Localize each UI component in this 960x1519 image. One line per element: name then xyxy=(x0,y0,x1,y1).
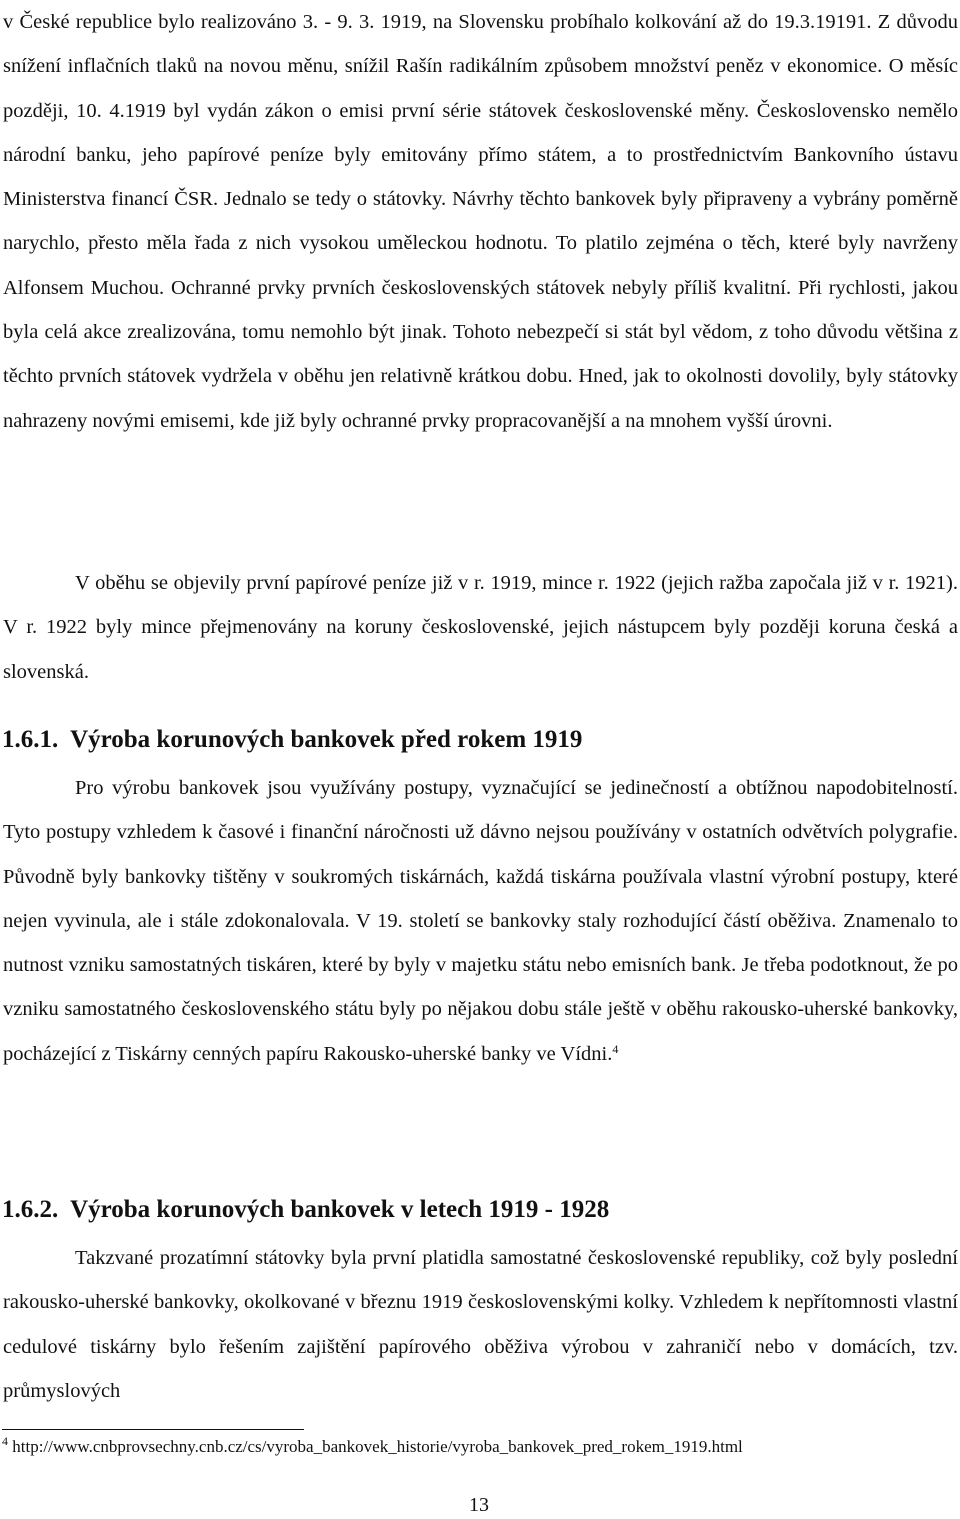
paragraph-circulation: V oběhu se objevily první papírové peníze již v r. 1919, mince r. 1922 (jejich ražba započala již v r. 1921). V r. 1922 byly mince přejmenovány na koruny československé, jejich nástupcem byly později koruna česká a slovenská. xyxy=(3,572,958,683)
paragraph-production-before-1919 xyxy=(3,766,958,1076)
section-heading-1-6-1 xyxy=(2,725,582,755)
section-title: Výroba korunových bankovek před rokem 1919 xyxy=(70,726,583,753)
section-number: 1.6.2. xyxy=(2,1196,59,1223)
section-heading-1-6-2 xyxy=(2,1195,609,1225)
paragraph-intro: v České republice bylo realizováno 3. - 9. 3. 1919, na Slovensku probíhalo kolkování až do 19.3.19191. Z důvodu snížení inflačních tlaků na novou měnu, snížil Rašín radikálním způsobem množství peněz v ekonomice. O měsíc později, 10. 4.1919 byl vydán zákon o emisi první série státovek československé měny. Československo nemělo národní banku, jeho papírové peníze byly emitovány přímo státem, a to prostřednictvím Bankovního ústavu Ministerstva financí ČSR. Jednalo se tedy o státovky. Návrhy těchto bankovek byly připraveny a vybrány poměrně narychlo, přesto měla řada z nich vysokou uměleckou hodnotu. To platilo zejména o těch, které byly navrženy Alfonsem Muchou. Ochranné prvky prvních československých státovek nebyly příliš kvalitní. Při rychlosti, jakou byla celá akce zrealizována, tomu nemohlo být jinak. Tohoto nebezpečí si stát byl vědom, z toho důvodu většina z těchto prvních státovek vydržela v oběhu jen relativně krátkou dobu. Hned, jak to okolnosti dovolily, byly státovky nahrazeny novými emisemi, kde již byly ochranné prvky propracovanější a na mnohem vyšší úrovni. xyxy=(3,11,958,432)
footnote-marker: 4 xyxy=(2,1434,8,1448)
footnote-link[interactable]: http://www.cnbprovsechny.cnb.cz/cs/vyroba_bankovek_historie/vyroba_bankovek_pred_rokem_1919.html xyxy=(12,1437,743,1456)
section-number: 1.6.1. xyxy=(2,726,59,753)
paragraph-text: Pro výrobu bankovek jsou využívány postupy, vyznačující se jedinečností a obtížnou napodobitelností. Tyto postupy vzhledem k časové i finanční náročnosti už dávno nejsou používány v ostatních odvětvích polygrafie. Původně byly bankovky tištěny v soukromých tiskárnách, každá tiskárna používala vlastní výrobní postupy, které nejen vyvinula, ale i stále zdokonalovala. V 19. století se bankovky staly rozhodující částí oběživa. Znamenalo to nutnost vzniku samostatných tiskáren, které by byly v majetku státu nebo emisních bank. Je třeba podotknout, že po vzniku samostatného československého státu byly po nějakou dobu stále ještě v oběhu rakousko-uherské bankovky, pocházející z Tiskárny cenných papíru Rakousko-uherské banky ve Vídni. xyxy=(3,777,958,1065)
section-title: Výroba korunových bankovek v letech 1919 - 1928 xyxy=(70,1196,610,1223)
footnote-reference[interactable]: 4 xyxy=(612,1041,619,1056)
paragraph-production-1919-1928: Takzvané prozatímní státovky byla první platidla samostatné československé republiky, což byly poslední rakousko-uherské bankovky, okolkované v březnu 1919 československými kolky. Vzhledem k nepřítomnosti vlastní cedulové tiskárny bylo řešením zajištění papírového oběživa výrobou v zahraničí nebo v domácích, tzv. průmyslových xyxy=(3,1247,958,1402)
footnote-divider xyxy=(2,1429,304,1430)
page-number: 13 xyxy=(469,1494,489,1516)
footnote xyxy=(2,1436,957,1458)
